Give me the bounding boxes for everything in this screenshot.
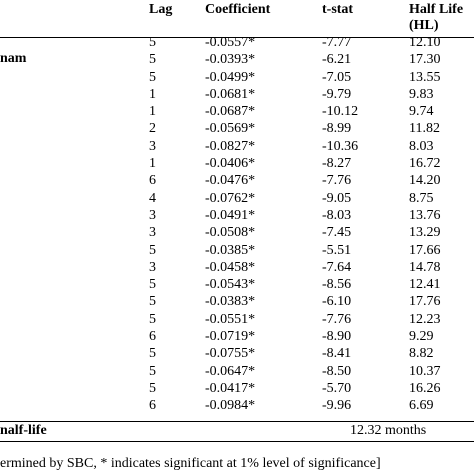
- footnote: ermined by SBC, * indicates significant at 1% level of significance]: [0, 456, 381, 471]
- table-row: [0, 155, 474, 172]
- tstat-cell: -8.41: [322, 346, 352, 362]
- tstat-cell: -7.76: [322, 173, 352, 189]
- header-coefficient: Coefficient: [205, 2, 271, 17]
- coefficient-cell: -0.0557*: [205, 35, 256, 50]
- table-row: [0, 120, 474, 137]
- header-halflife-line2: (HL): [409, 18, 439, 33]
- coefficient-cell: -0.0719*: [205, 329, 256, 345]
- table-row: [0, 259, 474, 276]
- table-body: [0, 34, 474, 415]
- tstat-cell: -6.10: [322, 294, 352, 310]
- table-row: [0, 34, 474, 51]
- coefficient-cell: -0.0393*: [205, 52, 256, 68]
- coefficient-cell: -0.0508*: [205, 225, 256, 241]
- lag-cell: 1: [149, 86, 156, 102]
- halflife-cell: 16.72: [409, 156, 441, 172]
- coefficient-cell: -0.0681*: [205, 86, 256, 102]
- coefficient-cell: -0.0551*: [205, 311, 256, 327]
- table-row: [0, 138, 474, 155]
- halflife-cell: 9.83: [409, 86, 434, 102]
- coefficient-cell: -0.0647*: [205, 363, 256, 379]
- summary-label: nalf-life: [0, 423, 47, 438]
- table-row: [0, 207, 474, 224]
- lag-cell: 5: [149, 277, 156, 293]
- halflife-cell: 12.10: [409, 35, 441, 50]
- tstat-cell: -7.45: [322, 225, 352, 241]
- halflife-cell: 8.82: [409, 346, 434, 362]
- lag-cell: 5: [149, 380, 156, 396]
- coefficient-cell: -0.0491*: [205, 207, 256, 223]
- halflife-cell: 12.41: [409, 277, 441, 293]
- halflife-cell: 9.29: [409, 329, 434, 345]
- summary-row: [0, 422, 474, 440]
- halflife-cell: 14.20: [409, 173, 441, 189]
- header-lag: Lag: [149, 2, 173, 17]
- table-row: [0, 311, 474, 328]
- halflife-cell: 12.23: [409, 311, 441, 327]
- table-row: [0, 224, 474, 241]
- halflife-cell: 14.78: [409, 259, 441, 275]
- lag-cell: 3: [149, 138, 156, 154]
- coefficient-cell: -0.0417*: [205, 380, 256, 396]
- lag-cell: 5: [149, 311, 156, 327]
- halflife-cell: 13.29: [409, 225, 441, 241]
- coefficient-cell: -0.0762*: [205, 190, 256, 206]
- lag-cell: 6: [149, 329, 156, 345]
- lag-cell: 3: [149, 225, 156, 241]
- halflife-cell: 11.82: [409, 121, 440, 137]
- summary-bottom-rule: [0, 441, 474, 442]
- tstat-cell: -9.96: [322, 398, 352, 414]
- halflife-cell: 8.03: [409, 138, 434, 154]
- tstat-cell: -5.70: [322, 380, 352, 396]
- lag-cell: 5: [149, 346, 156, 362]
- halflife-cell: 13.55: [409, 69, 441, 85]
- table-row: [0, 363, 474, 380]
- table-row: [0, 276, 474, 293]
- coefficient-cell: -0.0458*: [205, 259, 256, 275]
- table-row: [0, 86, 474, 103]
- table-row: [0, 328, 474, 345]
- lag-cell: 5: [149, 363, 156, 379]
- coefficient-cell: -0.0569*: [205, 121, 256, 137]
- lag-cell: 4: [149, 190, 156, 206]
- table-row: [0, 172, 474, 189]
- table-row: [0, 293, 474, 310]
- tstat-cell: -10.36: [322, 138, 359, 154]
- halflife-cell: 10.37: [409, 363, 441, 379]
- table-row: [0, 397, 474, 414]
- tstat-cell: -7.77: [322, 35, 352, 50]
- lag-cell: 2: [149, 121, 156, 137]
- lag-cell: 6: [149, 398, 156, 414]
- tstat-cell: -8.27: [322, 156, 352, 172]
- lag-cell: 3: [149, 207, 156, 223]
- halflife-cell: 16.26: [409, 380, 441, 396]
- coefficient-cell: -0.0827*: [205, 138, 256, 154]
- lag-cell: 5: [149, 294, 156, 310]
- lag-cell: 3: [149, 259, 156, 275]
- tstat-cell: -9.79: [322, 86, 352, 102]
- tstat-cell: -7.05: [322, 69, 352, 85]
- table-row: [0, 345, 474, 362]
- tstat-cell: -6.21: [322, 52, 352, 68]
- coefficient-cell: -0.0385*: [205, 242, 256, 258]
- header-tstat: t-stat: [322, 2, 354, 17]
- tstat-cell: -8.99: [322, 121, 352, 137]
- coefficient-cell: -0.0687*: [205, 104, 256, 120]
- coefficient-cell: -0.0476*: [205, 173, 256, 189]
- lag-cell: 5: [149, 69, 156, 85]
- coefficient-cell: -0.0383*: [205, 294, 256, 310]
- table-row: [0, 242, 474, 259]
- lag-cell: 6: [149, 173, 156, 189]
- tstat-cell: -8.50: [322, 363, 352, 379]
- coefficient-cell: -0.0499*: [205, 69, 256, 85]
- halflife-cell: 8.75: [409, 190, 434, 206]
- lag-cell: 1: [149, 156, 156, 172]
- halflife-cell: 17.76: [409, 294, 441, 310]
- summary-value: 12.32 months: [350, 423, 427, 438]
- tstat-cell: -10.12: [322, 104, 359, 120]
- first-row-label: nam: [0, 51, 27, 66]
- coefficient-cell: -0.0543*: [205, 277, 256, 293]
- coefficient-cell: -0.0755*: [205, 346, 256, 362]
- tstat-cell: -9.05: [322, 190, 352, 206]
- table-row: [0, 103, 474, 120]
- tstat-cell: -5.51: [322, 242, 352, 258]
- lag-cell: 1: [149, 104, 156, 120]
- halflife-cell: 17.30: [409, 52, 441, 68]
- table-row: [0, 380, 474, 397]
- coefficient-cell: -0.0984*: [205, 398, 256, 414]
- halflife-cell: 17.66: [409, 242, 441, 258]
- halflife-cell: 6.69: [409, 398, 434, 414]
- tstat-cell: -7.64: [322, 259, 352, 275]
- lag-cell: 5: [149, 242, 156, 258]
- tstat-cell: -8.56: [322, 277, 352, 293]
- coefficient-cell: -0.0406*: [205, 156, 256, 172]
- halflife-cell: 13.76: [409, 207, 441, 223]
- tstat-cell: -8.03: [322, 207, 352, 223]
- header-halflife-line1: Half Life: [409, 2, 464, 17]
- lag-cell: 5: [149, 35, 156, 50]
- table-row: [0, 51, 474, 68]
- halflife-cell: 9.74: [409, 104, 434, 120]
- tstat-cell: -8.90: [322, 329, 352, 345]
- table-row: [0, 190, 474, 207]
- tstat-cell: -7.76: [322, 311, 352, 327]
- table-row: [0, 69, 474, 86]
- lag-cell: 5: [149, 52, 156, 68]
